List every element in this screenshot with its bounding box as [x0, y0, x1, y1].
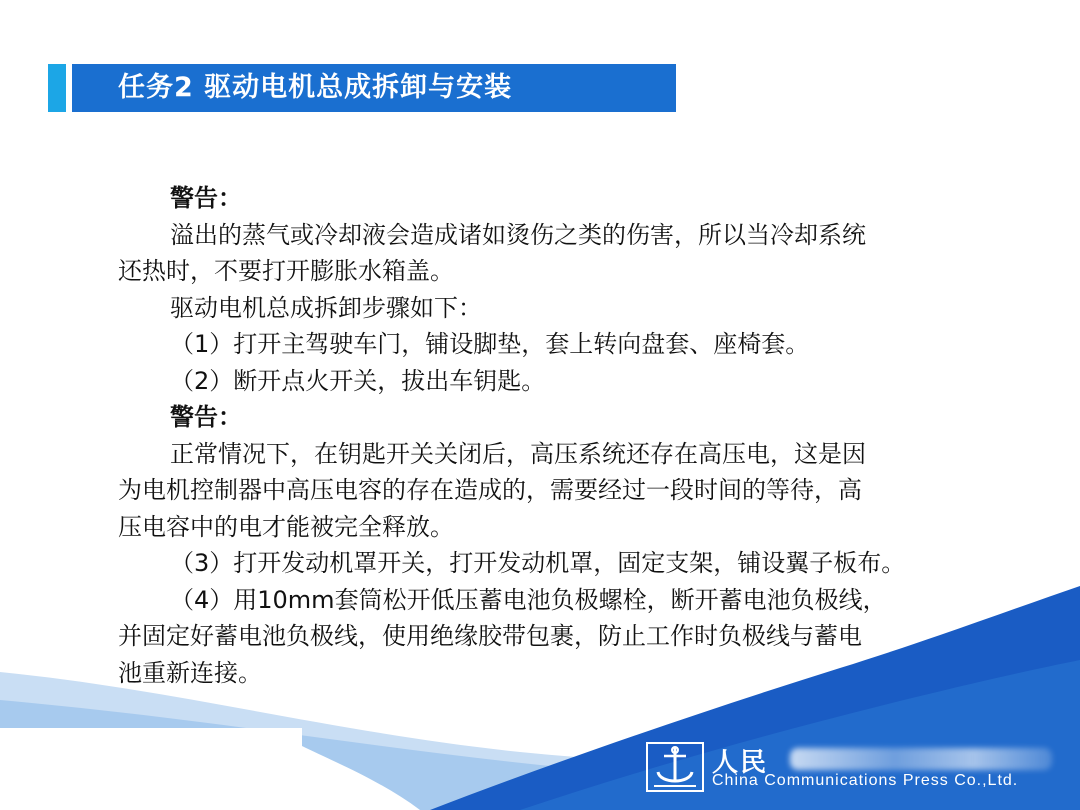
- text-line: 还热时，不要打开膨胀水箱盖。: [118, 257, 454, 285]
- text-line: 压电容中的电才能被完全释放。: [118, 512, 454, 541]
- publisher-name-cn: 人民: [712, 748, 769, 778]
- text-line: （4）用10mm套筒松开低压蓄电池负极螺栓，断开蓄电池负极线，: [170, 585, 887, 614]
- body-text: [118, 180, 968, 691]
- publisher-name-en: China Communications Press Co.,Ltd.: [712, 772, 1019, 789]
- text-line: （2）断开点火开关，拔出车钥匙。: [170, 366, 546, 395]
- text-line: 溢出的蒸气或冷却液会造成诸如烫伤之类的伤害，所以当冷却系统: [170, 220, 866, 249]
- warning-heading: 警告：: [170, 184, 242, 212]
- text-line: 正常情况下，在钥匙开关关闭后，高压系统还存在高压电，这是因: [170, 439, 866, 468]
- text-line: 池重新连接。: [118, 658, 262, 687]
- text-line: （1）打开主驾驶车门，铺设脚垫，套上转向盘套、座椅套。: [170, 330, 810, 358]
- blurred-watermark: [790, 748, 1052, 770]
- title-accent-gap: [66, 64, 72, 112]
- text-line: 为电机控制器中高压电容的存在造成的，需要经过一段时间的等待，高: [118, 476, 862, 504]
- publisher-logo-icon: [646, 742, 704, 792]
- text-line: 驱动电机总成拆卸步骤如下：: [170, 293, 482, 322]
- text-line: 并固定好蓄电池负极线，使用绝缘胶带包裹，防止工作时负极线与蓄电: [118, 622, 862, 650]
- warning-heading: 警告：: [170, 403, 242, 431]
- title-accent-stripe: [48, 64, 66, 112]
- text-line: （3）打开发动机罩开关，打开发动机罩，固定支架，铺设翼子板布。: [170, 549, 906, 577]
- page-title: 任务2 驱动电机总成拆卸与安装: [118, 72, 513, 103]
